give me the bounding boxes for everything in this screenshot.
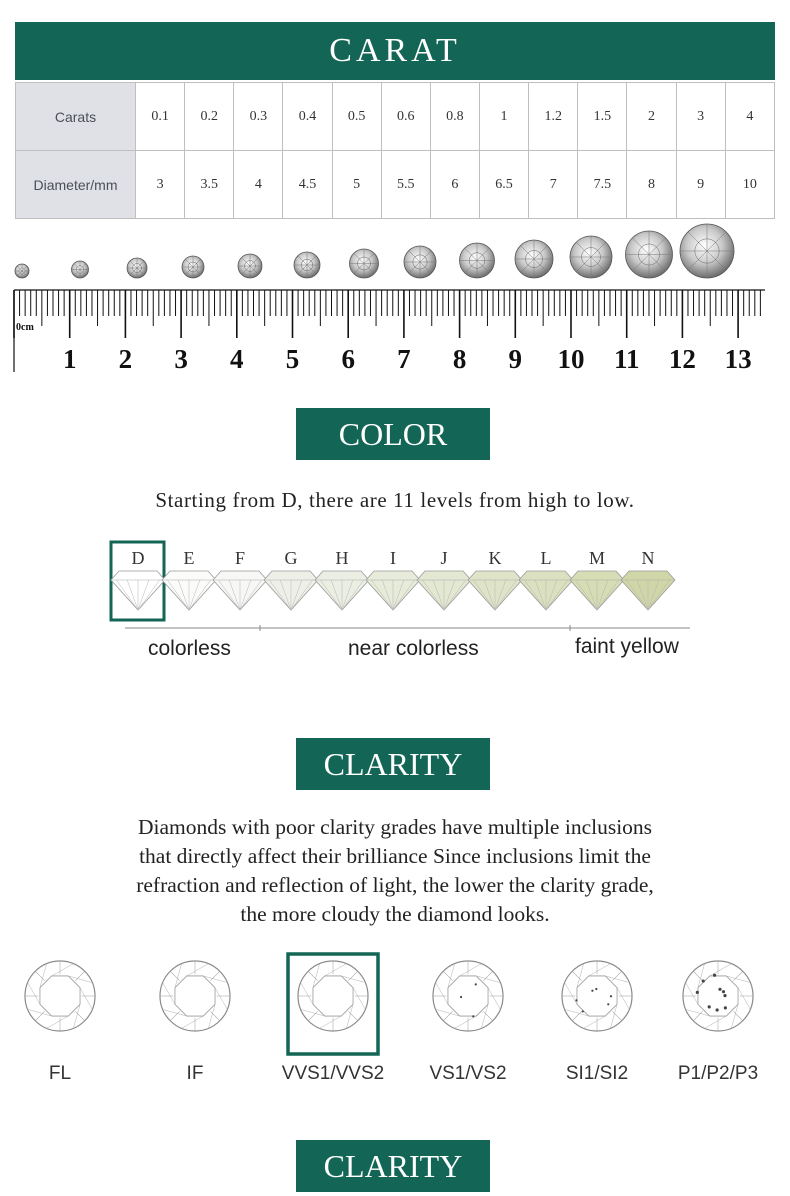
ruler-number: 4 bbox=[230, 344, 244, 374]
ruler-number: 11 bbox=[613, 344, 640, 374]
ruler-number: 9 bbox=[508, 344, 523, 374]
ruler-number: 2 bbox=[118, 344, 133, 374]
diamond-size-row bbox=[15, 224, 734, 278]
category-faint-yellow: faint yellow bbox=[575, 635, 679, 658]
diamond-icon bbox=[460, 243, 495, 278]
ruler-number: 3 bbox=[174, 344, 188, 374]
carat-cell: 0.6 bbox=[381, 83, 430, 151]
category-near-colorless: near colorless bbox=[348, 637, 479, 660]
ruler-number: 5 bbox=[285, 344, 300, 374]
color-grade-j: J bbox=[440, 548, 448, 568]
color-grade-f: F bbox=[234, 548, 245, 568]
carats-row bbox=[16, 83, 775, 151]
ruler-illustration bbox=[0, 222, 790, 382]
diameter-cell: 3.5 bbox=[185, 151, 234, 219]
diameter-cell: 8 bbox=[627, 151, 676, 219]
diamond-icon bbox=[626, 231, 673, 278]
carat-cell: 2 bbox=[627, 83, 676, 151]
diamond-icon bbox=[680, 224, 734, 278]
diamond-icon bbox=[621, 571, 675, 610]
ruler-zero-label: 0cm bbox=[16, 322, 34, 333]
category-colorless: colorless bbox=[148, 637, 231, 660]
diameter-row-label: Diameter/mm bbox=[16, 151, 136, 219]
carat-cell: 0.3 bbox=[234, 83, 283, 151]
diamond-icon bbox=[468, 571, 522, 610]
clarity-grade-label: P1/P2/P3 bbox=[677, 1063, 759, 1084]
color-grade-e: E bbox=[183, 548, 195, 568]
clarity-header-2 bbox=[296, 1140, 490, 1192]
clarity-diagram-row bbox=[0, 948, 790, 1060]
diameter-cell: 6 bbox=[430, 151, 479, 219]
diameter-cell: 7 bbox=[529, 151, 578, 219]
diamond-icon bbox=[570, 571, 624, 610]
carat-cell: 3 bbox=[676, 83, 725, 151]
diameter-cell: 6.5 bbox=[479, 151, 528, 219]
diameter-row bbox=[16, 151, 775, 219]
ruler-number: 8 bbox=[452, 344, 467, 374]
clarity-diamond-icon bbox=[683, 961, 753, 1031]
ruler-number: 6 bbox=[341, 344, 355, 374]
ruler-number: 7 bbox=[397, 344, 411, 374]
diamond-icon bbox=[570, 236, 612, 278]
clarity-desc-line: that directly affect their brilliance Since inclusions limit the bbox=[139, 844, 651, 868]
color-grade-l: L bbox=[540, 548, 552, 568]
color-intro-text: Starting from D, there are 11 levels from high to low. bbox=[155, 488, 635, 512]
diamond-icon bbox=[72, 261, 89, 278]
clarity-title: CLARITY bbox=[323, 745, 463, 782]
clarity-diamond-icon bbox=[25, 961, 95, 1031]
diamond-icon bbox=[127, 258, 147, 278]
carat-cell: 1 bbox=[479, 83, 528, 151]
clarity-diamond-icon bbox=[562, 961, 632, 1031]
diamond-icon bbox=[213, 571, 267, 610]
color-grade-d: D bbox=[131, 548, 145, 568]
diamond-icon bbox=[264, 571, 318, 610]
color-grade-n: N bbox=[641, 548, 655, 568]
diameter-cell: 10 bbox=[725, 151, 774, 219]
color-diamond-row bbox=[100, 540, 720, 640]
color-grade-i: I bbox=[390, 548, 396, 568]
diamond-icon bbox=[15, 264, 29, 278]
clarity-diamond-icon bbox=[433, 961, 503, 1031]
diamond-icon bbox=[350, 249, 379, 278]
diameter-cell: 4 bbox=[234, 151, 283, 219]
carat-cell: 0.1 bbox=[136, 83, 185, 151]
diamond-icon bbox=[315, 571, 369, 610]
carat-cell: 0.5 bbox=[332, 83, 381, 151]
color-header bbox=[296, 408, 490, 460]
ruler-number: 12 bbox=[668, 344, 696, 374]
carat-cell: 0.8 bbox=[430, 83, 479, 151]
ruler-number: 13 bbox=[724, 344, 752, 374]
diamond-icon bbox=[515, 240, 553, 278]
carat-header bbox=[15, 22, 775, 80]
diameter-cell: 4.5 bbox=[283, 151, 332, 219]
diamond-icon bbox=[519, 571, 573, 610]
clarity-desc-line: refraction and reflection of light, the lower the clarity grade, bbox=[136, 873, 654, 897]
diameter-cell: 9 bbox=[676, 151, 725, 219]
color-title: COLOR bbox=[338, 415, 448, 452]
carat-cell: 1.2 bbox=[529, 83, 578, 151]
ruler-number: 1 bbox=[62, 344, 77, 374]
color-grade-h: H bbox=[335, 548, 349, 568]
diamond-icon bbox=[294, 252, 320, 278]
diamond-icon bbox=[404, 246, 436, 278]
diameter-cell: 3 bbox=[136, 151, 185, 219]
color-grade-m: M bbox=[588, 548, 605, 568]
diamond-icon bbox=[366, 571, 420, 610]
diamond-icon bbox=[238, 254, 262, 278]
ruler-numbers bbox=[63, 344, 752, 374]
clarity-diamond-icon bbox=[160, 961, 230, 1031]
diamond-icon bbox=[111, 571, 165, 610]
carat-table bbox=[15, 82, 775, 219]
color-grade-k: K bbox=[488, 548, 502, 568]
diameter-cell: 5 bbox=[332, 151, 381, 219]
diamond-icon bbox=[162, 571, 216, 610]
carat-cell: 0.4 bbox=[283, 83, 332, 151]
clarity-desc-line: Diamonds with poor clarity grades have multiple inclusions bbox=[137, 815, 653, 839]
clarity-desc-line: the more cloudy the diamond looks. bbox=[240, 902, 550, 926]
color-grade-g: G bbox=[284, 548, 298, 568]
clarity-grade-label: VS1/VS2 bbox=[429, 1063, 507, 1084]
clarity-description bbox=[0, 813, 790, 929]
carat-cell: 1.5 bbox=[578, 83, 627, 151]
clarity-grade-label: SI1/SI2 bbox=[565, 1063, 629, 1084]
clarity-grade-label: FL bbox=[48, 1063, 72, 1084]
clarity-grade-label: IF bbox=[186, 1063, 204, 1084]
clarity-header bbox=[296, 738, 490, 790]
diameter-cell: 5.5 bbox=[381, 151, 430, 219]
clarity-title-2: CLARITY bbox=[323, 1147, 463, 1184]
carat-title: CARAT bbox=[329, 32, 461, 69]
diameter-cell: 7.5 bbox=[578, 151, 627, 219]
diamond-icon bbox=[417, 571, 471, 610]
ruler-number: 10 bbox=[557, 344, 585, 374]
carats-row-label: Carats bbox=[16, 83, 136, 151]
clarity-diamond-icon bbox=[298, 961, 368, 1031]
carat-cell: 4 bbox=[725, 83, 774, 151]
clarity-grade-label: VVS1/VVS2 bbox=[281, 1063, 385, 1084]
carat-cell: 0.2 bbox=[185, 83, 234, 151]
diamond-icon bbox=[182, 256, 204, 278]
